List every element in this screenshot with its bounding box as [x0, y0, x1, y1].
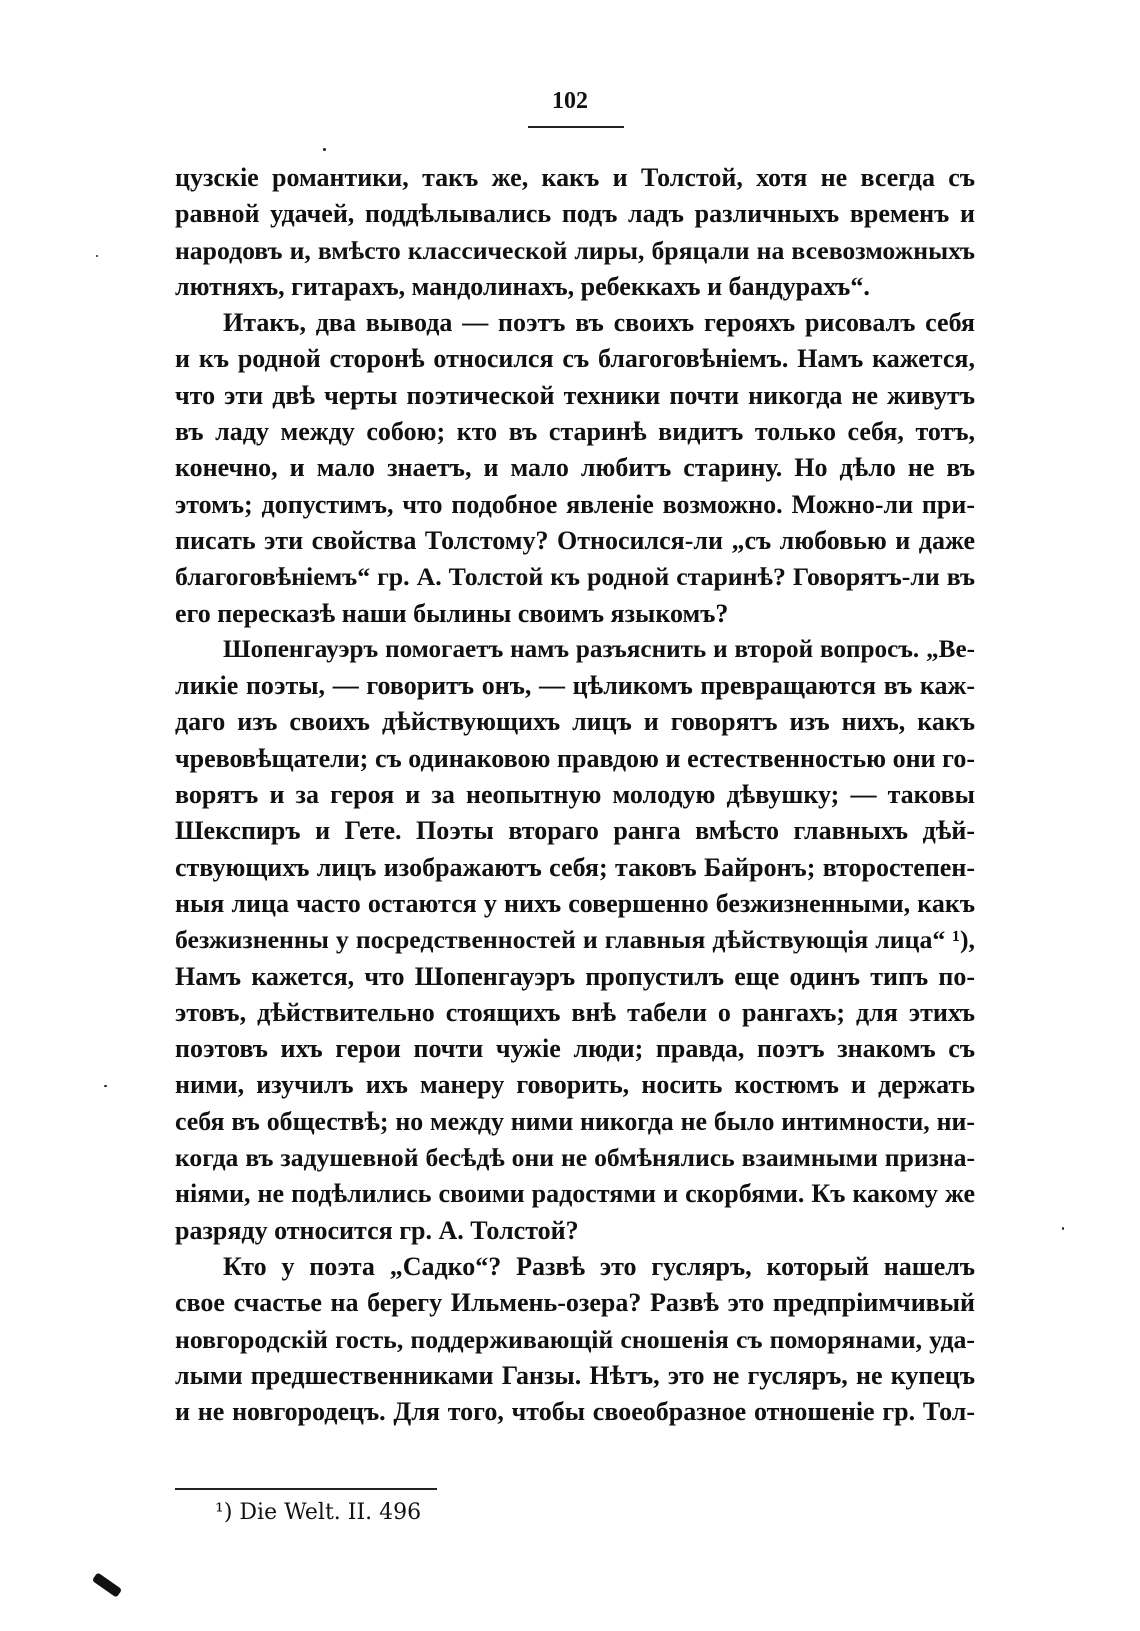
text-line: даго изъ своихъ дѣйствующихъ лицъ и говорятъ изъ нихъ, какъ — [175, 707, 975, 737]
text-line: ныя лица часто остаются у нихъ совершенно безжизненными, какъ — [175, 888, 975, 918]
text-line: и къ родной сторонѣ относился съ благоговѣніемъ. Намъ кажется, — [175, 344, 975, 374]
text-line: ніями, не подѣлились своими радостями и скорбями. Къ какому же — [175, 1179, 975, 1209]
scan-speck — [323, 148, 326, 151]
text-line: конечно, и мало знаетъ, и мало любитъ старину. Но дѣло не въ — [175, 453, 975, 483]
text-line: Кто у поэта „Садко“? Развѣ это гусляръ, который нашелъ — [223, 1251, 975, 1281]
text-line: этовъ, дѣйствительно стоящихъ внѣ табели о рангахъ; для этихъ — [175, 997, 975, 1027]
page-number: 102 — [552, 88, 588, 114]
text-line: лыми предшественниками Ганзы. Нѣтъ, это не гусляръ, не купецъ — [175, 1360, 975, 1390]
text-line: цузскіе романтики, такъ же, какъ и Толстой, хотя не всегда съ — [175, 163, 975, 192]
text-line: въ ладу между собою; кто въ старинѣ видитъ только себя, тотъ, — [175, 417, 975, 447]
text-line: этомъ; допустимъ, что подобное явленіе возможно. Можно-ли при- — [175, 489, 975, 519]
text-line: Намъ кажется, что Шопенгауэръ пропустилъ еще одинъ типъ по- — [175, 961, 975, 991]
body-text — [175, 160, 975, 1430]
text-line: и не новгородецъ. Для того, чтобы своеобразное отношеніе гр. Тол- — [175, 1397, 975, 1427]
text-line: ними, изучилъ ихъ манеру говорить, носить костюмъ и держать — [175, 1070, 975, 1100]
text-line: писать эти свойства Толстому? Относился-ли „съ любовью и даже — [175, 525, 975, 555]
scan-speck — [104, 1085, 107, 1087]
text-line: новгородскій гость, поддерживающій сношенія съ поморянами, уда- — [175, 1324, 975, 1354]
footnote: ¹) Die Welt. II. 496 — [215, 1500, 422, 1525]
page-number-rule — [528, 126, 624, 128]
text-line: ворятъ и за героя и за неопытную молодую дѣвушку; — таковы — [175, 780, 975, 810]
scan-speck — [1062, 1227, 1064, 1230]
text-line: чревовѣщатели; съ одинаковою правдою и естественностью они го- — [175, 743, 975, 773]
text-line: Шекспиръ и Гете. Поэты втораго ранга вмѣсто главныхъ дѣй- — [175, 816, 975, 846]
text-line: благоговѣніемъ“ гр. А. Толстой къ родной старинѣ? Говорятъ-ли въ — [175, 562, 975, 592]
text-line: ствующихъ лицъ изображаютъ себя; таковъ Байронъ; второстепен- — [175, 852, 975, 882]
footnote-rule — [175, 1488, 437, 1490]
text-line: когда въ задушевной бесѣдѣ они не обмѣнялись взаимными призна- — [175, 1143, 975, 1173]
text-line: разряду относится гр. А. Толстой? — [175, 1215, 579, 1245]
text-line: себя въ обществѣ; но между ними никогда не было интимности, ни- — [175, 1106, 975, 1136]
scan-mark — [92, 1572, 122, 1597]
text-line: его пересказѣ наши былины своимъ языкомъ? — [175, 598, 729, 628]
text-line: Шопенгауэръ помогаетъ намъ разъяснить и второй вопросъ. „Ве- — [223, 635, 975, 663]
text-line: свое счастье на берегу Ильмень-озера? Развѣ это предпріимчивый — [175, 1288, 975, 1318]
text-line: ликіе поэты, — говоритъ онъ, — цѣликомъ превращаются въ каж- — [175, 671, 975, 701]
text-line: равной удачей, поддѣлывались подъ ладъ различныхъ временъ и — [175, 199, 975, 229]
text-line: что эти двѣ черты поэтической техники почти никогда не живутъ — [175, 380, 975, 410]
scan-speck — [96, 255, 98, 257]
text-line: Итакъ, два вывода — поэтъ въ своихъ герояхъ рисовалъ себя — [223, 308, 975, 338]
text-line: безжизненны у посредственностей и главныя дѣйствующія лица“ ¹), — [175, 925, 975, 955]
text-line: народовъ и, вмѣсто классической лиры, бряцали на всевозможныхъ — [175, 235, 975, 265]
text-line: поэтовъ ихъ герои почти чужіе люди; правда, поэтъ знакомъ съ — [175, 1034, 975, 1064]
text-line: лютняхъ, гитарахъ, мандолинахъ, ребеккахъ и бандурахъ“. — [175, 271, 870, 301]
